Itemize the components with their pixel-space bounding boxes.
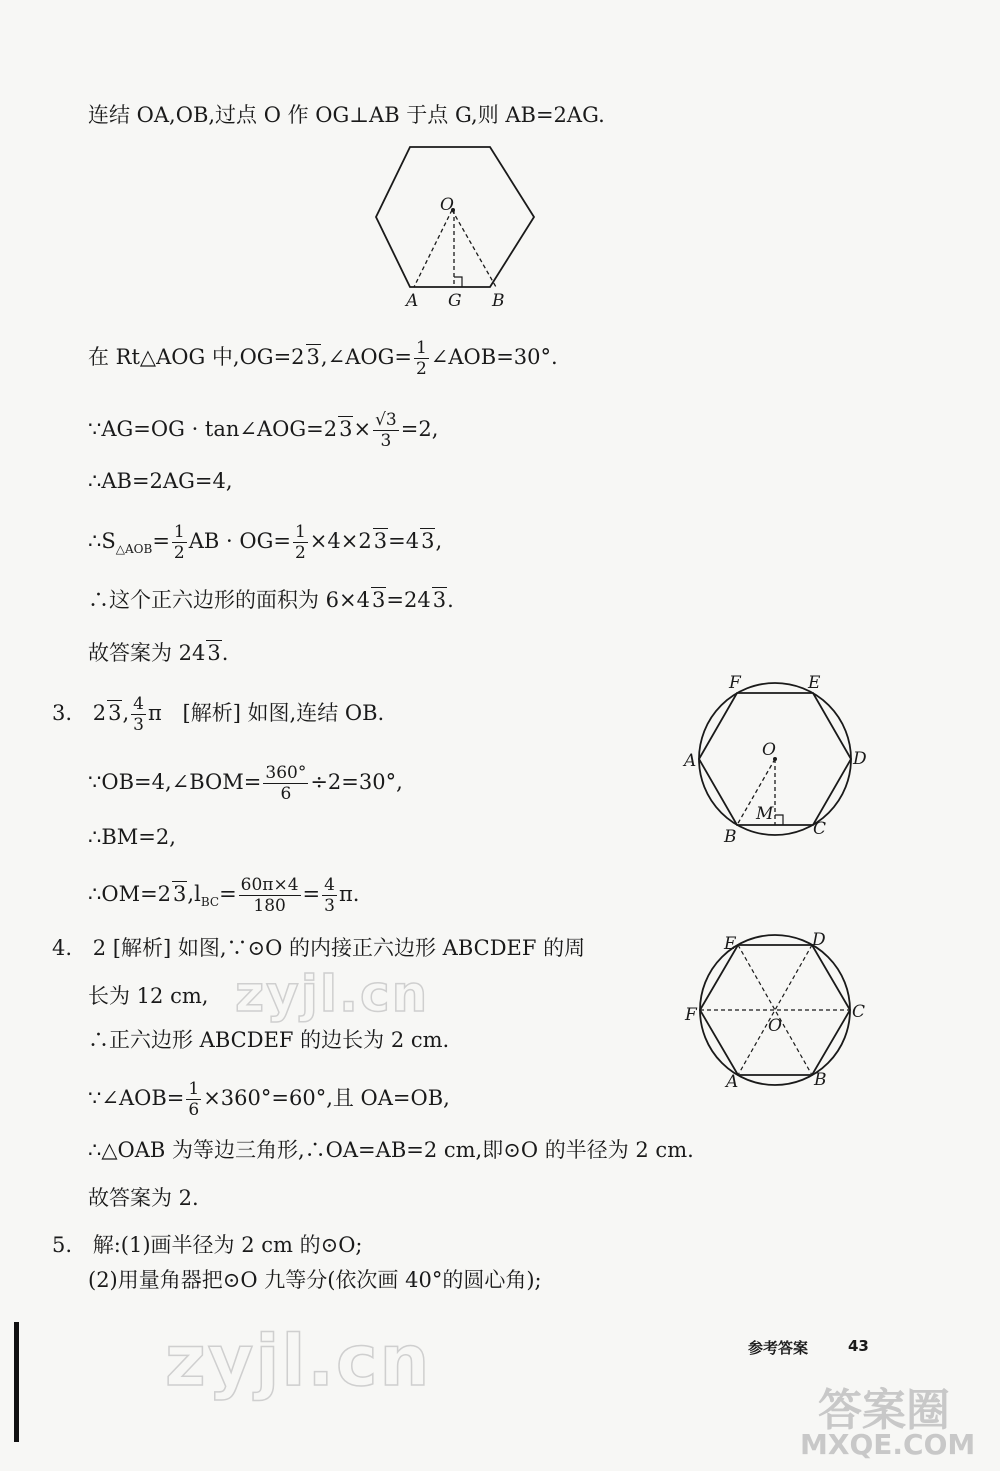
label-b: B [814,1070,827,1090]
sqrt-radicand: 3 [421,529,435,553]
question-4-line-6 [88,1183,199,1213]
denominator: 2 [415,359,427,379]
numerator: 60π×4 [240,875,299,895]
label-o: O [440,195,454,215]
line-4-text: ∴AB=2AG=4, [88,469,233,493]
label-c: C [813,819,827,839]
denominator: 2 [173,543,185,563]
q3-part: ∵OB=4,∠BOM= [88,770,262,794]
question-5-line-1 [52,1230,363,1260]
line-5-part: AB · OG= [188,529,291,553]
line-3-part: ∵AG=OG · tan∠AOG=2 [88,417,338,441]
text-line-4 [88,466,233,496]
q3-analysis: [解析] 如图,连结 OB. [182,701,385,725]
sqrt-radicand: 3 [373,529,388,553]
footer-label: 参考答案 [748,1339,809,1357]
right-angle-mark [454,277,462,287]
label-d: D [812,930,826,950]
numerator: 1 [415,338,427,358]
line-2-part: ∠AOB=30°. [430,345,558,369]
label-a: A [726,1072,739,1092]
numerator: 4 [133,694,144,714]
q5-text: 解:(1)画半径为 2 cm 的⊙O; [92,1233,363,1257]
line-5-part: ∴S [88,529,116,553]
question-3-line-1 [52,694,384,735]
question-5-line-2 [88,1265,542,1295]
question-number: 5. [52,1233,73,1257]
denominator: 6 [188,1100,200,1120]
q4-text: 故答案为 2. [88,1186,199,1210]
subscript: △AOB [115,542,153,556]
line-2-part: 在 Rt△AOG 中,OG=2 [88,345,305,369]
question-4-line-4 [88,1079,450,1120]
hexagon-outline [376,147,534,287]
numerator: √3 [375,410,397,430]
q4-text: ∴正六边形 ABCDEF 的边长为 2 cm. [88,1028,450,1052]
denominator: 3 [324,896,335,916]
q4-text: 长为 12 cm, [88,984,209,1008]
label-o: O [762,740,776,760]
numerator: 1 [173,522,185,542]
sqrt-radicand: 3 [173,882,187,906]
q4-text: 2 [解析] 如图,∵⊙O 的内接正六边形 ABCDEF 的周 [92,936,586,960]
question-4-line-1 [52,933,585,963]
text-line-5 [88,522,442,564]
numerator: 360° [265,763,307,783]
fraction-half [293,522,308,563]
fraction-four-thirds [131,694,146,735]
q3-part: 2 [92,701,107,725]
fraction-root3-over-3 [373,410,399,451]
sqrt-radicand: 3 [339,417,353,441]
line-6-part: . [447,588,454,612]
segment-ob [452,210,496,287]
label-e: E [724,934,737,954]
q4-part: ×360°=60°,且 OA=OB, [203,1086,450,1110]
label-b: B [492,291,505,311]
fraction-half [414,338,429,379]
hexagon-figure-1 [370,140,550,310]
question-3-line-4 [88,875,359,917]
text-line-3 [88,410,438,451]
segment-oa [414,210,452,287]
question-4-line-3 [88,1025,449,1055]
numerator: 1 [188,1079,200,1099]
fraction-four-thirds [322,875,337,916]
text-line-7 [88,638,228,668]
q3-text: ∴BM=2, [88,825,176,849]
fraction-arc-length [239,875,301,916]
q3-part: ∴OM=2 [88,882,172,906]
line-1-text: 连结 OA,OB,过点 O 作 OG⊥AB 于点 G,则 AB=2AG. [88,103,605,127]
sqrt-radicand: 3 [372,588,386,612]
label-c: C [852,1002,866,1022]
line-2-part: ,∠AOG= [320,345,412,369]
fraction-half [172,522,187,563]
denominator: 3 [133,715,144,735]
q3-part: = [219,882,237,906]
line-6-part: =24 [386,588,431,612]
sqrt-radicand: 3 [432,588,447,612]
line-7-part: . [221,641,229,665]
q5-text: (2)用量角器把⊙O 九等分(依次画 40°的圆心角); [88,1268,542,1292]
right-angle-mark [775,815,783,825]
circle-hexagon-figure-3 [680,925,870,1095]
fraction-one-sixth [186,1079,201,1120]
line-5-part: =4 [388,529,420,553]
label-e: E [808,673,821,693]
scan-margin-bar [14,1322,19,1442]
question-4-line-5 [88,1135,694,1165]
line-3-part: =2, [400,417,439,441]
denominator: 6 [280,784,292,804]
watermark-bottom: zyjl.cn [165,1320,432,1402]
line-5-part: ×4×2 [309,529,372,553]
sqrt-radicand: 3 [108,701,122,725]
denominator: 2 [294,543,306,563]
label-a: A [684,751,697,771]
line-6-part: ∴这个正六边形的面积为 6×4 [88,588,370,612]
line-5-part: , [435,529,443,553]
label-a: A [406,291,419,311]
q4-text: ∴△OAB 为等边三角形,∴OA=AB=2 cm,即⊙O 的半径为 2 cm. [88,1138,694,1162]
q3-part: ,l [187,882,201,906]
q3-part: = [302,882,321,906]
question-number: 4. [52,936,73,960]
q3-part: , [122,701,130,725]
line-3-part: × [353,417,372,441]
q4-part: ∵∠AOB= [88,1086,185,1110]
question-3-line-3 [88,822,176,852]
watermark-corner-bottom: MXQE.COM [800,1428,976,1461]
label-f: F [729,673,741,693]
label-f: F [685,1005,697,1025]
numerator: 4 [324,875,335,895]
sqrt-radicand: 3 [207,641,221,665]
label-d: D [853,749,867,769]
question-4-line-2 [88,981,208,1011]
arc-subscript: BC [200,895,220,909]
line-7-part: 故答案为 24 [88,641,206,665]
q3-part: ÷2=30°, [310,770,403,794]
text-line-6 [88,585,454,615]
q3-part: π [148,701,162,725]
label-o: O [768,1016,782,1036]
text-line-2 [88,338,558,379]
question-number: 3. [52,701,73,725]
label-g: G [448,291,462,311]
sqrt-radicand: 3 [306,345,320,369]
circle-hexagon-figure-2 [680,672,870,847]
page-number: 43 [848,1337,869,1355]
label-b: B [724,827,737,847]
denominator: 180 [253,896,286,916]
numerator: 1 [294,522,306,542]
q3-part: π. [338,882,360,906]
fraction-360-over-6 [263,763,308,804]
label-m: M [756,804,774,824]
text-line-1 [88,100,605,130]
watermark-corner-top: 答案圈 [818,1385,950,1436]
watermark-mid: zyjl.cn [235,965,430,1023]
line-5-part: = [152,529,170,553]
question-3-line-2 [88,763,403,804]
denominator: 3 [380,431,392,451]
